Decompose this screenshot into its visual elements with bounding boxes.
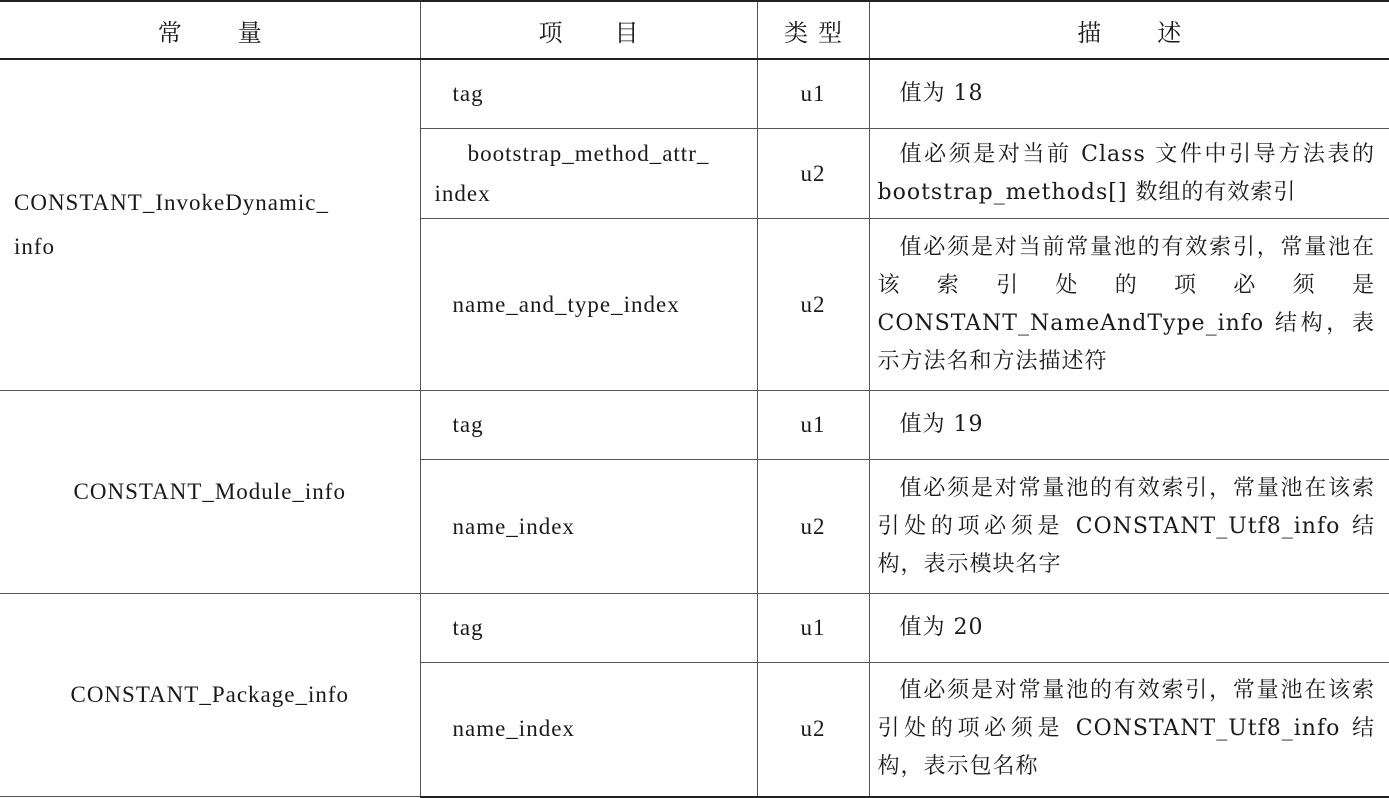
type-cell: u1 [757, 59, 869, 129]
item-line1: bootstrap_method_attr_ [467, 140, 710, 166]
header-description: 描述 [869, 1, 1389, 59]
header-constant: 常量 [0, 1, 420, 59]
item-cell: name_index [420, 460, 757, 594]
description-text: 值必须是对当前常量池的有效索引，常量池在该索引处的项必须是 CONSTANT_NameAndType_info 结构，表示方法名和方法描述符 [877, 234, 1375, 374]
constant-name-cell: CONSTANT_Module_info [0, 391, 420, 594]
item-cell [420, 129, 757, 219]
item-line2: index [434, 180, 491, 206]
constant-name-line1: CONSTANT_InvokeDynamic_ [14, 190, 330, 215]
constant-name-line2: info [14, 234, 56, 259]
item-cell: name_and_type_index [420, 219, 757, 391]
table-row [0, 391, 1389, 460]
item-cell: name_index [420, 663, 757, 797]
description-cell: 值为 18 [869, 59, 1389, 129]
description-cell [869, 663, 1389, 797]
item-cell: tag [420, 391, 757, 460]
constant-name-cell: CONSTANT_Package_info [0, 594, 420, 797]
type-cell: u1 [757, 594, 869, 663]
table-row [0, 594, 1389, 663]
description-text: 值必须是对常量池的有效索引，常量池在该索引处的项必须是 CONSTANT_Utf8_info 结构，表示包名称 [877, 678, 1375, 780]
item-cell: tag [420, 594, 757, 663]
type-cell: u2 [757, 460, 869, 594]
item-cell: tag [420, 59, 757, 129]
description-cell: 值为 19 [869, 391, 1389, 460]
description-cell [869, 219, 1389, 391]
header-item: 项目 [420, 1, 757, 59]
type-cell: u2 [757, 663, 869, 797]
description-cell [869, 129, 1389, 219]
type-cell: u1 [757, 391, 869, 460]
table-header-row [0, 1, 1389, 59]
type-cell: u2 [757, 129, 869, 219]
header-type: 类型 [757, 1, 869, 59]
description-text: 值必须是对常量池的有效索引，常量池在该索引处的项必须是 CONSTANT_Utf8_info 结构，表示模块名字 [877, 475, 1375, 577]
type-cell: u2 [757, 219, 869, 391]
description-cell: 值为 20 [869, 594, 1389, 663]
description-text: 值必须是对当前 Class 文件中引导方法表的 bootstrap_methods[] 数组的有效索引 [877, 141, 1375, 205]
constant-name-cell [0, 59, 420, 391]
table-row [0, 59, 1389, 129]
description-cell [869, 460, 1389, 594]
